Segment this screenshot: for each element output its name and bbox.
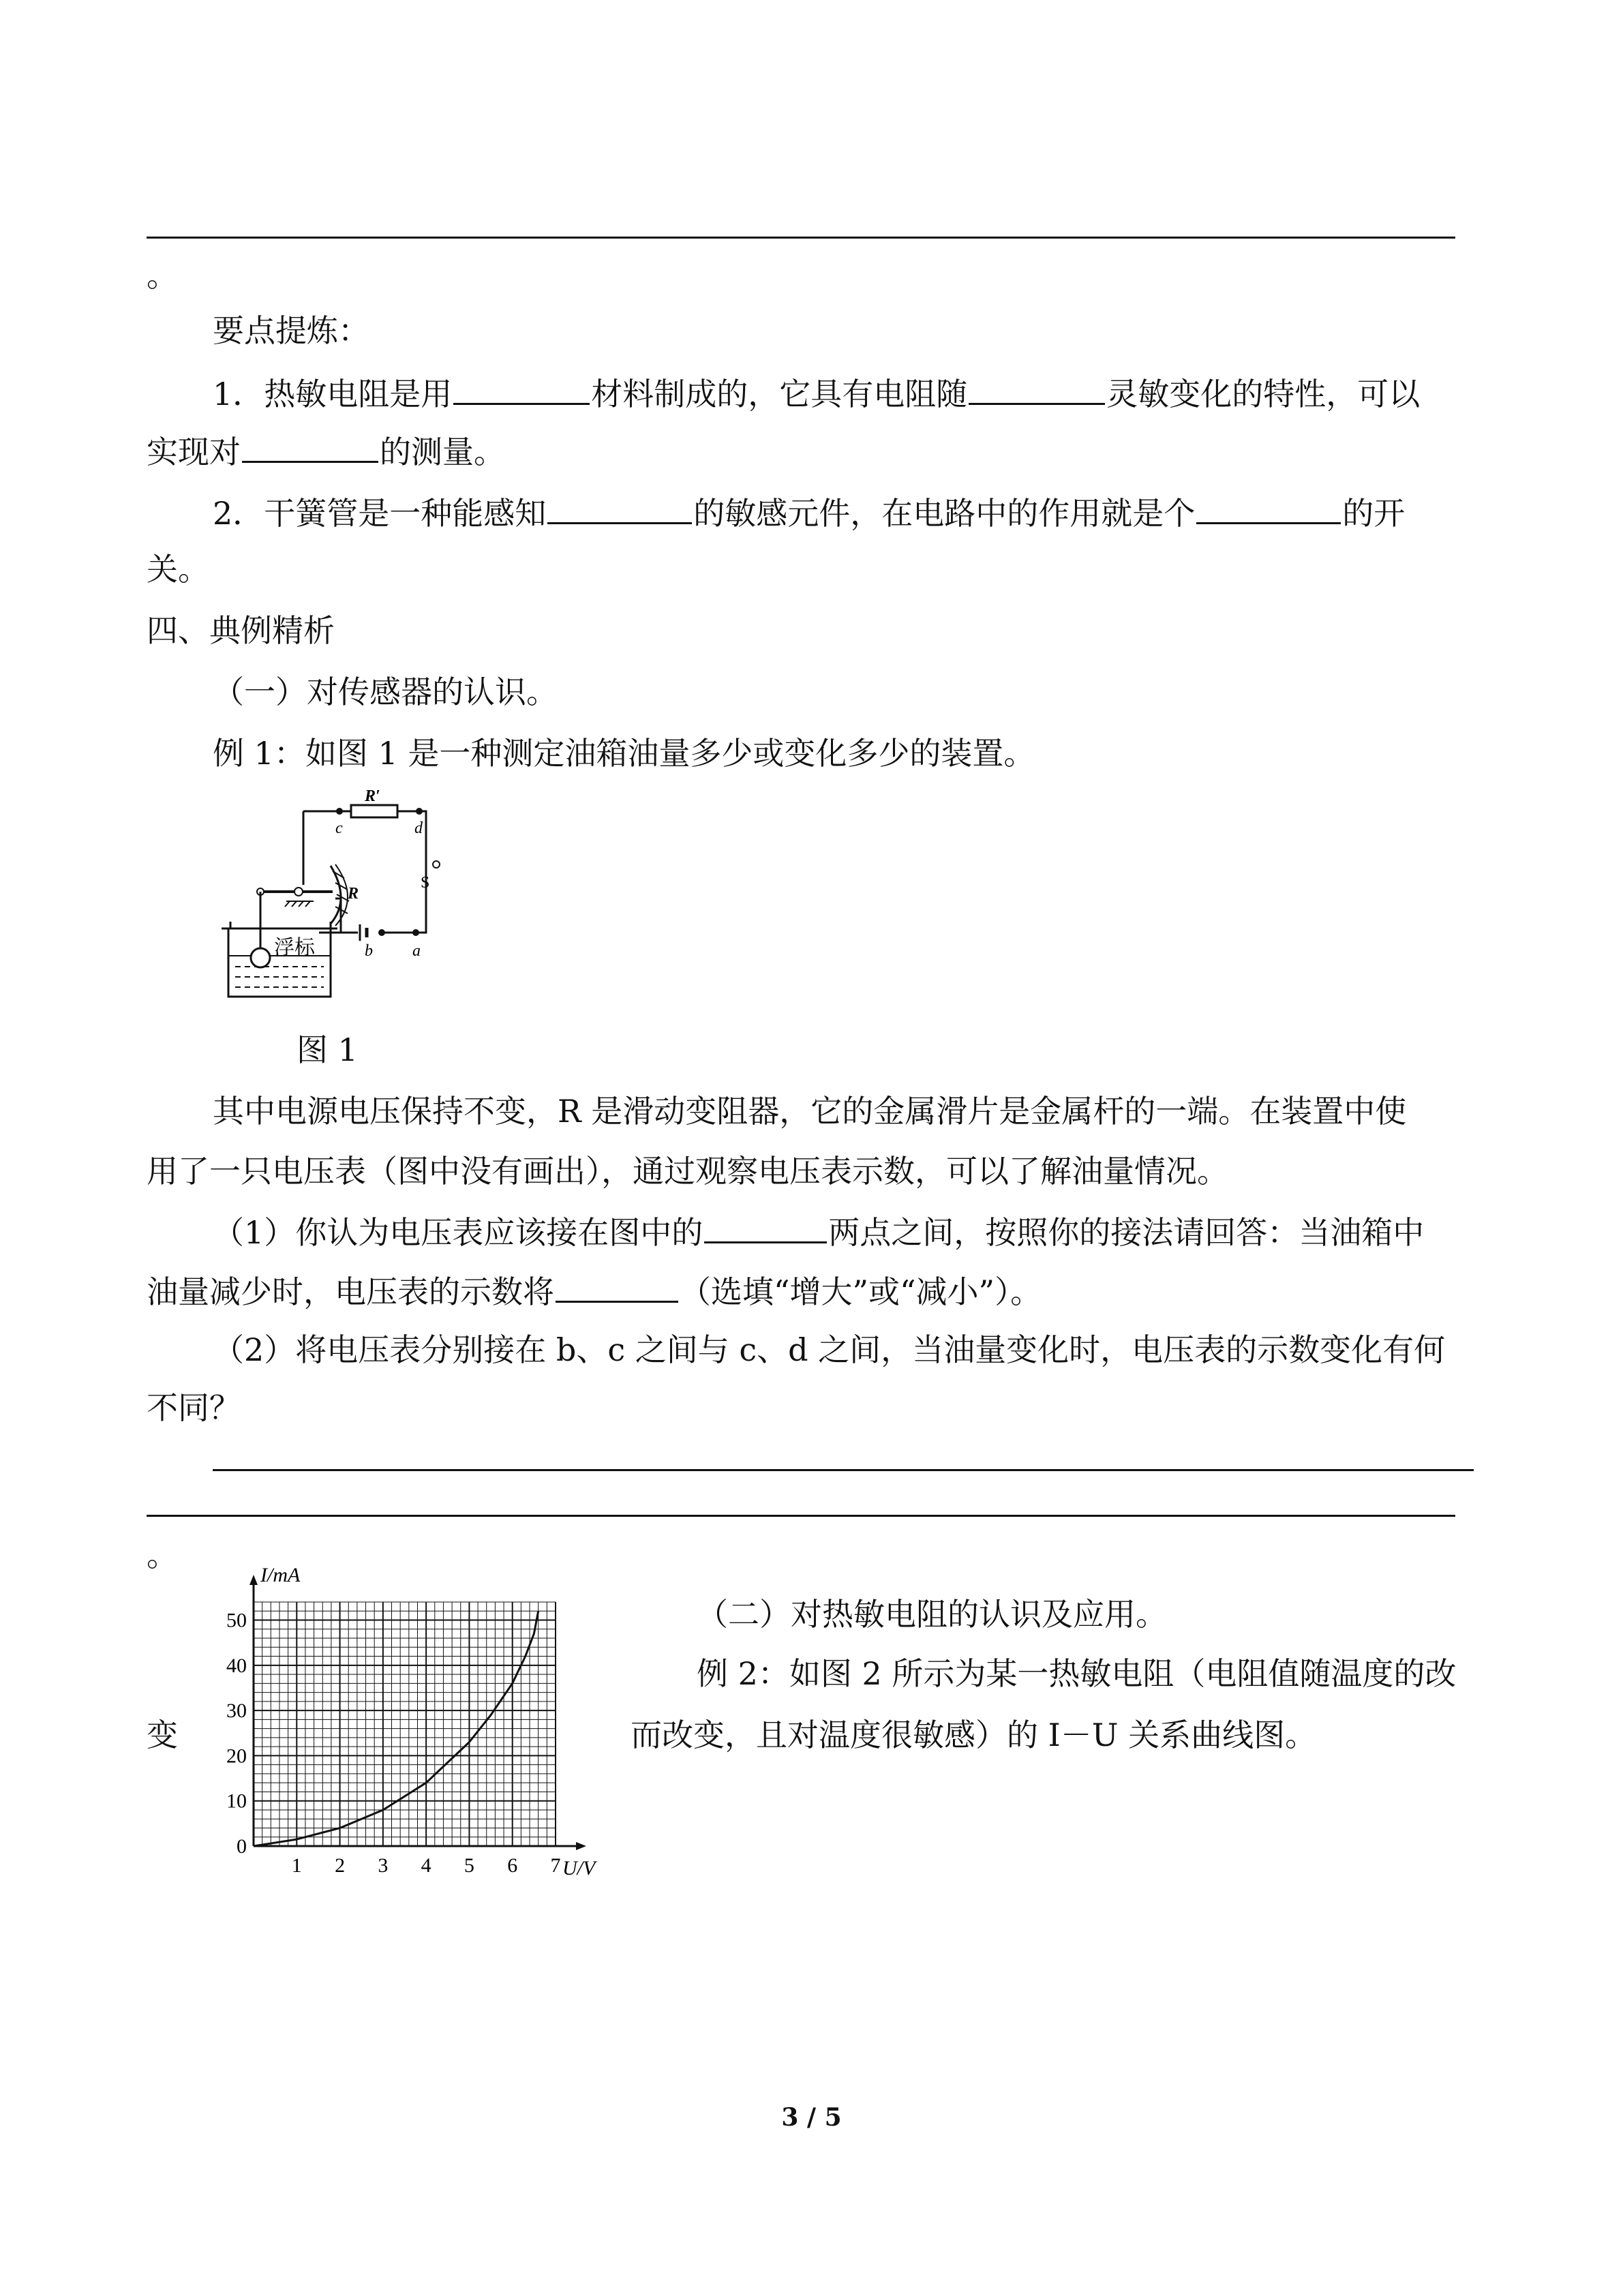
fill-blank[interactable] (704, 1210, 827, 1243)
fill-blank[interactable] (556, 1269, 678, 1303)
y-tick-label: 20 (226, 1744, 247, 1768)
page-number: 3 / 5 (781, 2103, 842, 2132)
label-r: R (348, 885, 359, 903)
figure-1-circuit (218, 784, 450, 1002)
label-r-prime: R′ (365, 787, 380, 805)
question-2-line2: 不同？ (147, 1389, 241, 1426)
x-axis-label: U/V (562, 1857, 596, 1879)
y-axis-arrow (249, 1575, 258, 1585)
label-d: d (414, 819, 423, 837)
chart-axes (249, 1575, 586, 1850)
question-2-line1: （2）将电压表分别接在 b、c 之间与 c、d 之间，当油量变化时，电压表的示数变化有何 (213, 1331, 1446, 1368)
y-tick-label: 40 (226, 1654, 247, 1677)
fill-blank[interactable] (1196, 491, 1341, 524)
section-title: 四、典例精析 (147, 612, 335, 649)
wrap-char: 变 (147, 1717, 178, 1753)
example-1: 例 1：如图 1 是一种测定油箱油量多少或变化多少的装置。 (213, 735, 1035, 772)
key-point-1-line2: 实现对 的测量。 (147, 429, 505, 472)
answer-line (147, 1515, 1455, 1517)
label-float: 浮标 (274, 936, 315, 960)
key-points-title: 要点提炼： (213, 312, 369, 349)
y-axis-label: I/mA (260, 1564, 301, 1586)
label-a: a (412, 942, 421, 960)
subsection-2: （二）对热敏电阻的认识及应用。 (697, 1596, 1167, 1633)
chart-grid (254, 1602, 556, 1846)
end-mark: 。 (147, 257, 178, 294)
x-tick-label: 5 (464, 1854, 474, 1877)
end-mark: 。 (147, 1537, 178, 1573)
fill-blank[interactable] (453, 372, 590, 405)
x-tick-label: 1 (291, 1854, 302, 1877)
x-tick-label: 6 (507, 1854, 518, 1877)
paragraph-line: 用了一只电压表（图中没有画出），通过观察电压表示数，可以了解油量情况。 (147, 1153, 1228, 1190)
y-tick-label: 30 (226, 1700, 247, 1723)
key-point-2-line1: 2．干簧管是一种能感知 的敏感元件，在电路中的作用就是个 的开 (213, 491, 1405, 534)
answer-line-top (147, 237, 1455, 239)
y-tick-label: 10 (226, 1789, 247, 1813)
x-tick-label: 4 (421, 1854, 431, 1877)
label-s: S (421, 874, 430, 892)
label-c: c (335, 819, 343, 837)
x-axis-arrow (576, 1842, 586, 1850)
key-point-1-line1: 1．热敏电阻是用 材料制成的，它具有电阻随 灵敏变化的特性，可以 (213, 372, 1420, 414)
y-tick-label: 0 (237, 1835, 247, 1858)
paragraph-line: 其中电源电压保持不变，R 是滑动变阻器，它的金属滑片是金属杆的一端。在装置中使 (213, 1093, 1407, 1130)
figure-1-caption: 图 1 (297, 1031, 358, 1068)
example-2-line1: 例 2：如图 2 所示为某一热敏电阻（电阻值随温度的改 (697, 1655, 1457, 1692)
y-tick-label: 50 (226, 1609, 247, 1632)
label-b: b (365, 942, 373, 960)
example-2-line2: 而改变，且对温度很敏感）的 I－U 关系曲线图。 (631, 1717, 1317, 1753)
question-1-line2: 油量减少时，电压表的示数将 （选填“增大”或“减小”）。 (147, 1269, 1042, 1312)
chart-ticks (226, 1610, 561, 1877)
subsection-1: （一）对传感器的认识。 (213, 674, 558, 710)
question-1-line1: （1）你认为电压表应该接在图中的 两点之间，按照你的接法请回答：当油箱中 (213, 1210, 1424, 1253)
fill-blank[interactable] (242, 429, 378, 463)
x-tick-label: 7 (550, 1854, 561, 1877)
x-tick-label: 3 (378, 1854, 389, 1877)
key-point-2-line2: 关。 (147, 551, 209, 588)
answer-line (213, 1469, 1474, 1471)
x-tick-label: 2 (335, 1854, 346, 1877)
fill-blank[interactable] (547, 491, 692, 524)
iu-curve-chart (204, 1561, 627, 1888)
fill-blank[interactable] (969, 372, 1105, 405)
